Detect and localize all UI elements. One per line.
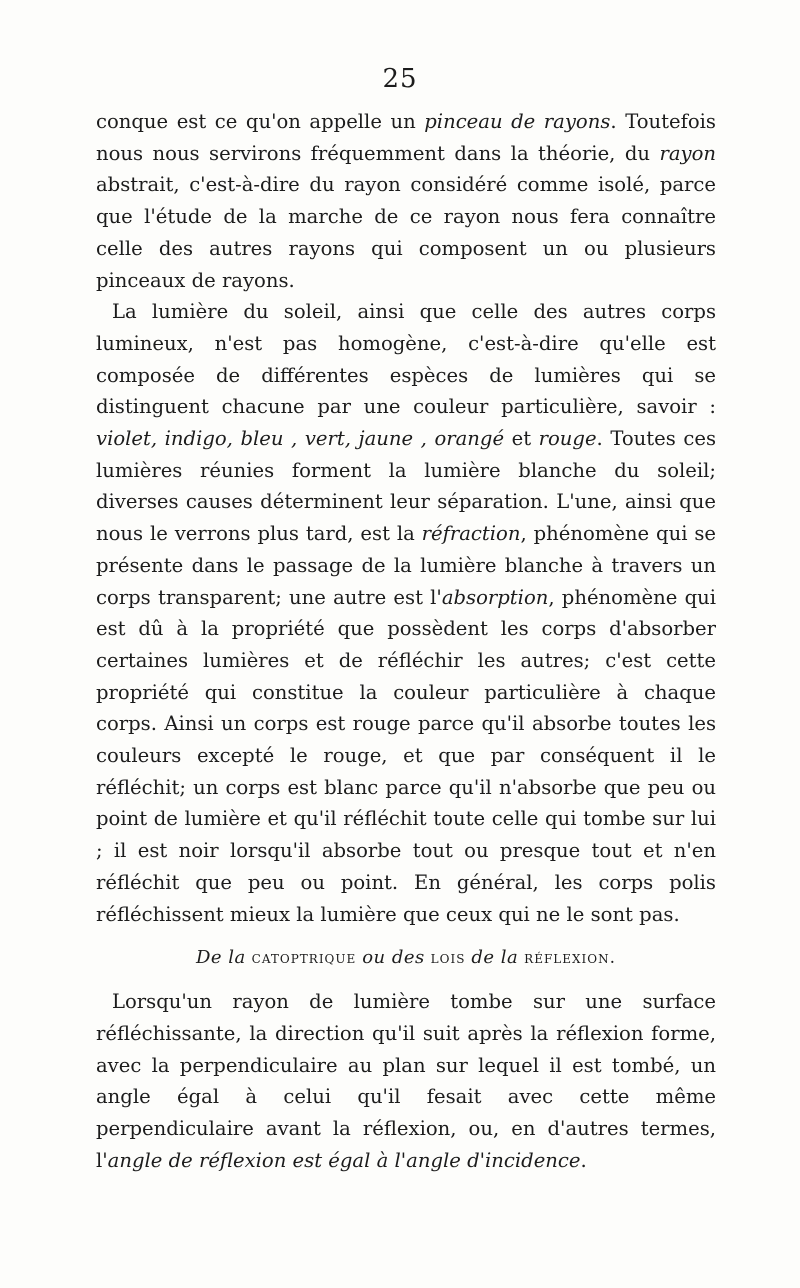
section-heading: De la catoptrique ou des lois de la réflexion. — [195, 947, 617, 969]
paragraph-reflection-law: Lorsqu'un rayon de lumière tombe sur une surface réfléchissante, la direction qu'il suit après la réflexion forme, avec la perpendiculaire au plan sur lequel il est tombé, un angle égal à celui qu'il fesait avec cette même perpendiculaire avant la réflexion, ou, en d'autres termes, l'angle de réflexion est égal à l'angle d'incidence. — [96, 990, 716, 1172]
page-number: 25 — [382, 64, 418, 94]
paragraph-sunlight: La lumière du soleil, ainsi que celle des autres corps lumineux, n'est pas homogène, c'est-à-dire qu'elle est composée de différentes espèces de lumières qui se distinguent chacune par une couleur particulière, savoir : violet, indigo, bleu , vert, jaune , orangé et rouge. Toutes ces lumières réunies forment la lumière blanche du soleil; diverses causes déterminent leur séparation. L'une, ainsi que nous le verrons plus tard, est la réfraction, phénomène qui se présente dans le passage de la lumière blanche à travers un corps transparent; une autre est l'absorption, phénomène qui est dû à la propriété que possèdent les corps d'absorber certaines lumières et de réfléchir les autres; c'est cette propriété qui constitue la couleur particulière à chaque corps. Ainsi un corps est rouge parce qu'il absorbe toutes les couleurs excepté le rouge, et que par conséquent il le réfléchit; un corps est blanc parce qu'il n'absorbe que peu ou point de lumière et qu'il réfléchit toute celle qui tombe sur lui ; il est noir lorsqu'il absorbe tout ou presque tout et n'en réfléchit que peu ou point. En général, les corps polis réfléchissent mieux la lumière que ceux qui ne le sont pas. — [96, 300, 716, 926]
page-body — [96, 106, 716, 1177]
paragraph-light-rays: conque est ce qu'on appelle un pinceau de rayons. Toutefois nous nous servirons fréquemment dans la théorie, du rayon abstrait, c'est-à-dire du rayon considéré comme isolé, parce que l'étude de la marche de ce rayon nous fera connaître celle des autres rayons qui composent un ou plusieurs pinceaux de rayons. — [96, 110, 716, 292]
